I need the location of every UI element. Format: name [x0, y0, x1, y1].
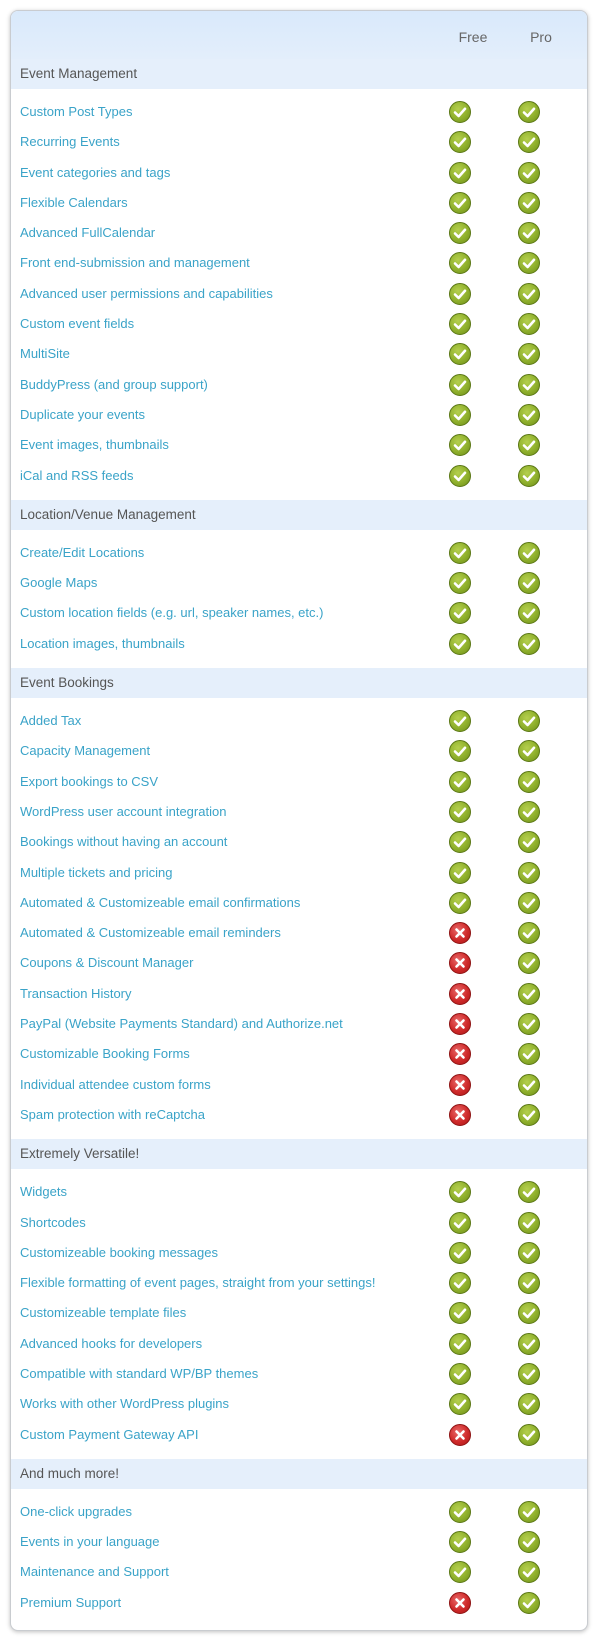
feature-label: Customizeable template files — [20, 1305, 187, 1321]
check-icon — [449, 542, 471, 564]
feature-row — [11, 309, 587, 339]
feature-label: BuddyPress (and group support) — [20, 376, 208, 392]
cross-icon — [449, 1592, 471, 1614]
check-icon — [449, 434, 471, 456]
feature-row — [11, 1359, 587, 1389]
check-icon — [518, 101, 540, 123]
check-icon — [449, 1501, 471, 1523]
feature-label: Google Maps — [20, 575, 98, 591]
check-icon — [449, 1181, 471, 1203]
feature-row — [11, 598, 587, 628]
feature-label: Spam protection with reCaptcha — [20, 1106, 205, 1122]
cross-icon — [449, 983, 471, 1005]
check-icon — [449, 572, 471, 594]
check-icon — [518, 374, 540, 396]
feature-label: Recurring Events — [20, 134, 120, 150]
feature-label: Export bookings to CSV — [20, 773, 159, 789]
check-icon — [518, 222, 540, 244]
check-icon — [518, 1043, 540, 1065]
check-icon — [449, 465, 471, 487]
feature-label: Advanced user permissions and capabilities — [20, 285, 273, 301]
check-icon — [518, 131, 540, 153]
section-header: Extremely Versatile! — [11, 1139, 587, 1169]
check-icon — [449, 862, 471, 884]
feature-label: Flexible formatting of event pages, straight from your settings! — [20, 1275, 376, 1291]
feature-row — [11, 461, 587, 491]
check-icon — [518, 1212, 540, 1234]
feature-label: Front end-submission and management — [20, 255, 250, 271]
feature-label: Multiple tickets and pricing — [20, 864, 173, 880]
check-icon — [449, 1531, 471, 1553]
check-icon — [518, 162, 540, 184]
check-icon — [449, 283, 471, 305]
check-icon — [449, 162, 471, 184]
check-icon — [449, 1272, 471, 1294]
section-header: Event Bookings — [11, 668, 587, 698]
feature-row — [11, 1420, 587, 1450]
check-icon — [449, 131, 471, 153]
check-icon — [449, 1393, 471, 1415]
feature-row — [11, 1100, 587, 1130]
feature-label: Shortcodes — [20, 1214, 86, 1230]
check-icon — [518, 1424, 540, 1446]
feature-row — [11, 188, 587, 218]
feature-label: MultiSite — [20, 346, 70, 362]
check-icon — [449, 831, 471, 853]
feature-list — [11, 698, 587, 1139]
feature-label: Individual attendee custom forms — [20, 1076, 211, 1092]
feature-list — [11, 89, 587, 500]
check-icon — [449, 602, 471, 624]
feature-label: Event categories and tags — [20, 164, 171, 180]
check-icon — [518, 740, 540, 762]
feature-label: Create/Edit Locations — [20, 544, 145, 560]
feature-row — [11, 1557, 587, 1587]
check-icon — [449, 313, 471, 335]
check-icon — [449, 1561, 471, 1583]
feature-row — [11, 1268, 587, 1298]
feature-row — [11, 370, 587, 400]
check-icon — [449, 710, 471, 732]
feature-label: Custom event fields — [20, 316, 135, 332]
check-icon — [518, 1013, 540, 1035]
feature-row — [11, 1070, 587, 1100]
feature-label: Custom Post Types — [20, 104, 133, 119]
feature-label: Added Tax — [20, 713, 82, 729]
feature-label: Bookings without having an account — [20, 834, 228, 850]
check-icon — [518, 1333, 540, 1355]
check-icon — [518, 771, 540, 793]
pro-column-header: Pro — [530, 29, 552, 45]
feature-row — [11, 279, 587, 309]
feature-row — [11, 1527, 587, 1557]
check-icon — [518, 1393, 540, 1415]
feature-label: Customizeable booking messages — [20, 1244, 218, 1260]
check-icon — [449, 1333, 471, 1355]
feature-row — [11, 767, 587, 797]
check-icon — [518, 1302, 540, 1324]
feature-row — [11, 430, 587, 460]
feature-label: Advanced FullCalendar — [20, 225, 156, 241]
cross-icon — [449, 952, 471, 974]
check-icon — [449, 252, 471, 274]
free-column-header: Free — [458, 29, 488, 45]
check-icon — [518, 831, 540, 853]
check-icon — [518, 1074, 540, 1096]
check-icon — [449, 740, 471, 762]
check-icon — [518, 404, 540, 426]
feature-row — [11, 538, 587, 568]
feature-label: Premium Support — [20, 1594, 122, 1610]
feature-label: Maintenance and Support — [20, 1564, 169, 1580]
cross-icon — [449, 922, 471, 944]
feature-label: Duplicate your events — [20, 406, 146, 422]
feature-row — [11, 218, 587, 248]
feature-row — [11, 1329, 587, 1359]
feature-row — [11, 1208, 587, 1238]
cross-icon — [449, 1074, 471, 1096]
check-icon — [449, 374, 471, 396]
feature-row — [11, 1009, 587, 1039]
feature-row — [11, 706, 587, 736]
feature-label: Event images, thumbnails — [20, 437, 169, 453]
check-icon — [518, 313, 540, 335]
cross-icon — [449, 1043, 471, 1065]
feature-list — [11, 530, 587, 668]
feature-row — [11, 797, 587, 827]
feature-label: Events in your language — [20, 1534, 160, 1550]
feature-row — [11, 918, 587, 948]
check-icon — [518, 1561, 540, 1583]
feature-label: iCal and RSS feeds — [20, 467, 134, 483]
check-icon — [518, 983, 540, 1005]
feature-label: Location images, thumbnails — [20, 635, 185, 651]
check-icon — [449, 633, 471, 655]
feature-label: Capacity Management — [20, 743, 151, 759]
feature-label: Works with other WordPress plugins — [20, 1396, 230, 1412]
feature-row — [11, 1588, 587, 1618]
check-icon — [449, 1242, 471, 1264]
check-icon — [449, 343, 471, 365]
feature-row — [11, 1238, 587, 1268]
check-icon — [518, 465, 540, 487]
feature-row — [11, 858, 587, 888]
feature-list — [11, 1169, 587, 1459]
check-icon — [518, 602, 540, 624]
check-icon — [518, 922, 540, 944]
feature-row — [11, 568, 587, 598]
check-icon — [518, 1242, 540, 1264]
feature-row — [11, 736, 587, 766]
section-header: Location/Venue Management — [11, 500, 587, 530]
feature-label: WordPress user account integration — [20, 803, 227, 819]
check-icon — [518, 801, 540, 823]
check-icon — [518, 1363, 540, 1385]
check-icon — [449, 101, 471, 123]
feature-row — [11, 400, 587, 430]
feature-row — [11, 1298, 587, 1328]
feature-row — [11, 248, 587, 278]
check-icon — [518, 572, 540, 594]
check-icon — [449, 1212, 471, 1234]
check-icon — [449, 892, 471, 914]
feature-row — [11, 339, 587, 369]
check-icon — [518, 892, 540, 914]
check-icon — [518, 1181, 540, 1203]
check-icon — [518, 633, 540, 655]
feature-label: Custom location fields (e.g. url, speaker names, etc.) — [20, 605, 324, 621]
check-icon — [518, 343, 540, 365]
feature-label: Custom Payment Gateway API — [20, 1426, 199, 1442]
feature-row — [11, 127, 587, 157]
feature-label: Automated & Customizeable email confirmations — [20, 894, 301, 910]
feature-label: Widgets — [20, 1184, 67, 1200]
check-icon — [449, 1302, 471, 1324]
check-icon — [449, 192, 471, 214]
feature-label: Automated & Customizeable email reminders — [20, 925, 281, 941]
feature-row — [11, 1039, 587, 1069]
check-icon — [449, 404, 471, 426]
feature-label: Flexible Calendars — [20, 194, 128, 210]
check-icon — [518, 1531, 540, 1553]
feature-row — [11, 1177, 587, 1207]
check-icon — [518, 434, 540, 456]
check-icon — [518, 1501, 540, 1523]
feature-row — [11, 979, 587, 1009]
feature-row — [11, 948, 587, 978]
feature-label: Coupons & Discount Manager — [20, 955, 194, 971]
check-icon — [449, 771, 471, 793]
feature-row — [11, 888, 587, 918]
feature-row — [11, 158, 587, 188]
feature-row — [11, 97, 587, 127]
feature-row — [11, 1497, 587, 1527]
cross-icon — [449, 1104, 471, 1126]
feature-label: Customizable Booking Forms — [20, 1046, 190, 1062]
check-icon — [518, 1272, 540, 1294]
feature-sections — [11, 59, 587, 1627]
feature-label: Compatible with standard WP/BP themes — [20, 1365, 259, 1381]
check-icon — [518, 192, 540, 214]
check-icon — [518, 710, 540, 732]
section-header: Event Management — [11, 59, 587, 89]
feature-label: Advanced hooks for developers — [20, 1335, 203, 1351]
feature-row — [11, 629, 587, 659]
check-icon — [518, 542, 540, 564]
feature-label: One-click upgrades — [20, 1503, 132, 1519]
feature-label: Transaction History — [20, 985, 132, 1001]
check-icon — [518, 862, 540, 884]
check-icon — [518, 1104, 540, 1126]
feature-row — [11, 827, 587, 857]
check-icon — [449, 1363, 471, 1385]
check-icon — [518, 252, 540, 274]
cross-icon — [449, 1013, 471, 1035]
check-icon — [518, 1592, 540, 1614]
cross-icon — [449, 1424, 471, 1446]
table-header — [11, 11, 587, 59]
check-icon — [449, 801, 471, 823]
check-icon — [449, 222, 471, 244]
feature-list — [11, 1489, 587, 1627]
check-icon — [518, 283, 540, 305]
feature-row — [11, 1389, 587, 1419]
feature-label: PayPal (Website Payments Standard) and Authorize.net — [20, 1016, 343, 1032]
section-header: And much more! — [11, 1459, 587, 1489]
check-icon — [518, 952, 540, 974]
comparison-table — [10, 10, 588, 1631]
